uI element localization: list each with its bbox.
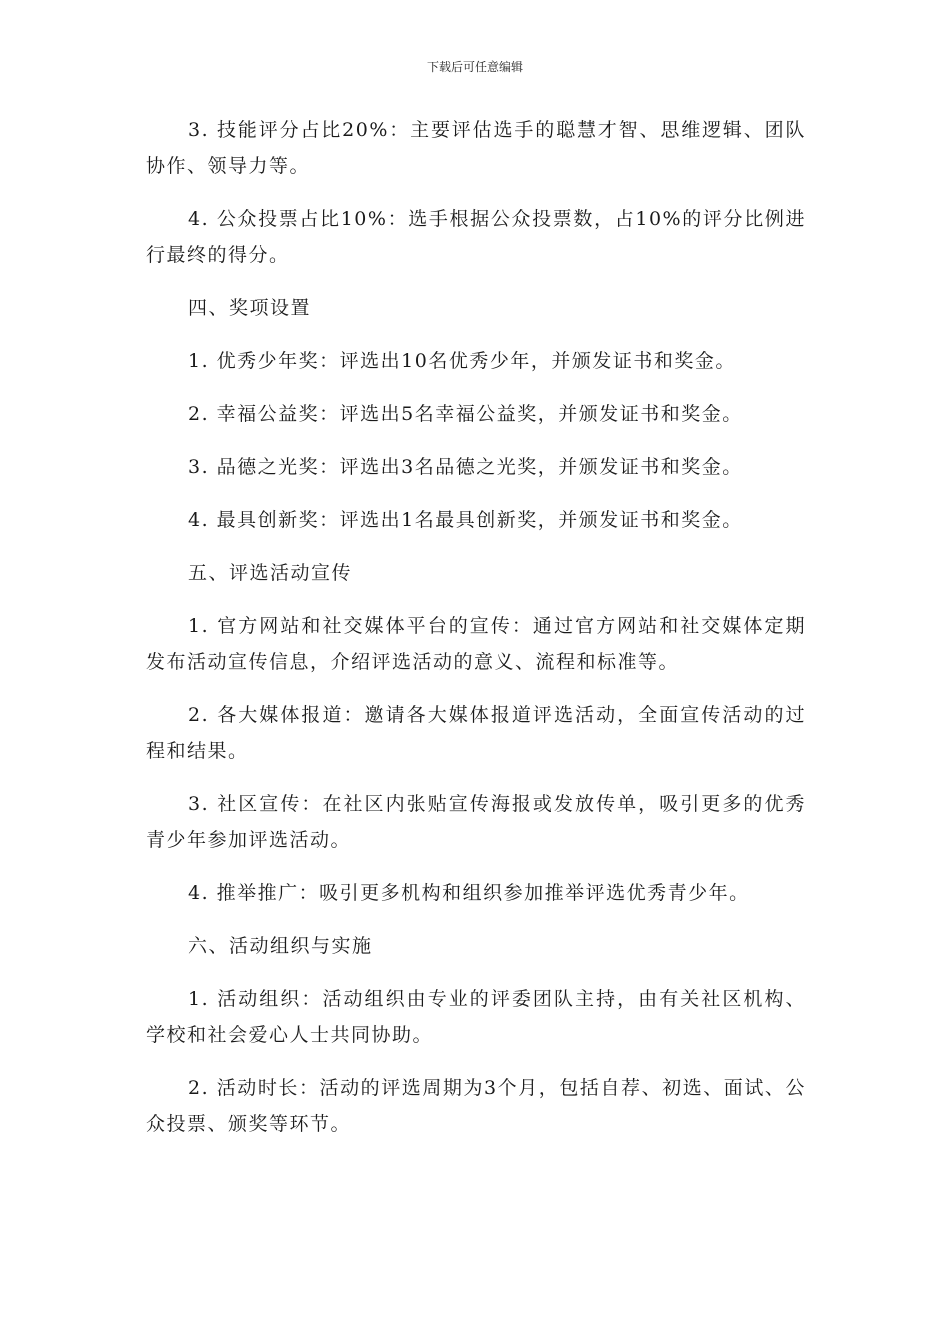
paragraph-publicity-recommendation: 4. 推举推广：吸引更多机构和组织参加推举评选优秀青少年。 bbox=[188, 882, 750, 904]
header-note: 下载后可任意编辑 bbox=[426, 60, 523, 74]
section-heading-publicity: 五、评选活动宣传 bbox=[188, 562, 353, 584]
paragraph-award-outstanding-youth: 1. 优秀少年奖：评选出10名优秀少年，并颁发证书和奖金。 bbox=[188, 350, 736, 372]
section-heading-awards: 四、奖项设置 bbox=[188, 297, 312, 319]
paragraph-award-virtue-light: 3. 品德之光奖：评选出3名品德之光奖，并颁发证书和奖金。 bbox=[188, 456, 743, 478]
document-body bbox=[146, 112, 806, 1159]
paragraph-publicity-website: 1. 官方网站和社交媒体平台的宣传：通过官方网站和社交媒体定期发布活动宣传信息，介绍评选活动的意义、流程和标准等。 bbox=[146, 615, 806, 673]
paragraph-publicity-community: 3. 社区宣传：在社区内张贴宣传海报或发放传单，吸引更多的优秀青少年参加评选活动。 bbox=[146, 793, 806, 851]
paragraph-publicity-media: 2. 各大媒体报道：邀请各大媒体报道评选活动，全面宣传活动的过程和结果。 bbox=[146, 704, 806, 762]
paragraph-award-most-innovative: 4. 最具创新奖：评选出1名最具创新奖，并颁发证书和奖金。 bbox=[188, 509, 743, 531]
paragraph-organization: 1. 活动组织：活动组织由专业的评委团队主持，由有关社区机构、学校和社会爱心人士共同协助。 bbox=[146, 988, 806, 1046]
paragraph-public-vote: 4. 公众投票占比10%：选手根据公众投票数，占10%的评分比例进行最终的得分。 bbox=[146, 208, 806, 266]
section-heading-organization: 六、活动组织与实施 bbox=[188, 935, 373, 957]
paragraph-award-happiness-charity: 2. 幸福公益奖：评选出5名幸福公益奖，并颁发证书和奖金。 bbox=[188, 403, 743, 425]
paragraph-duration: 2. 活动时长：活动的评选周期为3个月，包括自荐、初选、面试、公众投票、颁奖等环节。 bbox=[146, 1077, 806, 1135]
paragraph-skill-score: 3. 技能评分占比20%：主要评估选手的聪慧才智、思维逻辑、团队协作、领导力等。 bbox=[146, 119, 806, 177]
